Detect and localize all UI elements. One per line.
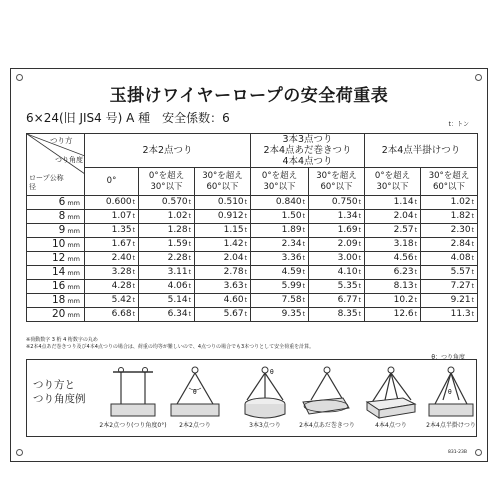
table-row: [27, 196, 478, 210]
load-unit: t: [471, 213, 474, 220]
diameter-unit: mm: [67, 311, 80, 319]
rope-diameter-cell: [27, 238, 85, 252]
rope-diameter-value: 16: [51, 280, 66, 292]
safe-load-cell: [421, 210, 478, 224]
safe-load-value: 0.510: [217, 197, 244, 207]
safe-load-cell: [85, 266, 139, 280]
safe-load-value: 1.15: [223, 225, 244, 235]
safe-load-value: 5.14: [167, 295, 188, 305]
diameter-unit: mm: [67, 241, 80, 249]
load-unit: t: [414, 297, 417, 304]
subheader-line1: 30°を超え: [428, 170, 470, 181]
safe-load-cell: [251, 210, 309, 224]
load-unit: t: [132, 199, 135, 206]
load-unit: t: [302, 283, 305, 290]
rope-diameter-value: 18: [51, 294, 66, 306]
safe-load-cell: [365, 196, 421, 210]
load-unit: t: [358, 283, 361, 290]
load-unit: t: [471, 283, 474, 290]
safe-load-cell: [365, 224, 421, 238]
subheader-line1: 0°を超え: [374, 170, 411, 181]
load-unit: t: [471, 227, 474, 234]
safe-load-cell: [139, 280, 195, 294]
safe-load-value: 5.99: [281, 281, 302, 291]
safe-load-cell: [195, 224, 251, 238]
safe-load-value: 1.50: [281, 211, 302, 221]
load-unit: t: [302, 213, 305, 220]
diameter-unit: mm: [67, 297, 80, 305]
product-code: 831-23B: [447, 450, 467, 455]
diagram-label-4: 2本4点あだ巻きつり: [299, 422, 355, 429]
diagram-title: [33, 378, 86, 406]
load-unit: t: [132, 283, 135, 290]
safe-load-cell: [195, 280, 251, 294]
table-row: [27, 238, 478, 252]
safe-load-value: 6.23: [393, 267, 414, 277]
mount-hole-bottom-right: [475, 449, 482, 456]
safe-load-value: 5.67: [223, 309, 244, 319]
safe-load-cell: [421, 196, 478, 210]
safe-load-table: [26, 133, 478, 322]
note-2: ※2本4点あだ巻きつり及び4本4点つりの場合は、荷重の均等が難しいので、4点つりの場合でも3本つりとして安全荷重を計算。: [26, 344, 315, 350]
load-unit: t: [302, 241, 305, 248]
load-unit: t: [414, 283, 417, 290]
diagram-2pt-icon: [167, 364, 223, 420]
safe-load-value: 1.07: [111, 211, 132, 221]
load-unit: t: [188, 255, 191, 262]
safe-load-cell: [251, 266, 309, 280]
safe-load-cell: [365, 210, 421, 224]
diameter-unit: mm: [67, 269, 80, 277]
safe-load-value: 4.59: [281, 267, 302, 277]
rope-diameter-cell: [27, 308, 85, 322]
safe-load-cell: [309, 308, 365, 322]
load-unit: t: [302, 227, 305, 234]
load-unit: t: [244, 297, 247, 304]
load-unit: t: [358, 199, 361, 206]
table-row: [27, 266, 478, 280]
safe-load-cell: [309, 224, 365, 238]
diagram-label-2: 2本2点つり: [179, 422, 211, 429]
safe-load-cell: [195, 210, 251, 224]
safe-load-cell: [365, 238, 421, 252]
safe-load-value: 12.6: [393, 309, 414, 319]
safe-load-value: 6.68: [111, 309, 132, 319]
load-unit: t: [188, 297, 191, 304]
safe-load-value: 0.912: [217, 211, 244, 221]
header-4half: 2本4点半掛けつり: [365, 134, 478, 168]
safe-load-cell: [139, 308, 195, 322]
load-unit: t: [244, 269, 247, 276]
safe-load-cell: [195, 308, 251, 322]
table-row: [27, 210, 478, 224]
diameter-unit: mm: [67, 283, 80, 291]
safe-load-value: 4.28: [111, 281, 132, 291]
safe-load-cell: [251, 308, 309, 322]
load-unit: t: [132, 255, 135, 262]
rope-diameter-value: 6: [58, 196, 66, 208]
safe-load-value: 6.34: [167, 309, 188, 319]
safe-load-value: 2.84: [450, 239, 471, 249]
safe-load-value: 1.35: [111, 225, 132, 235]
safe-load-value: 1.67: [111, 239, 132, 249]
safe-load-value: 8.13: [393, 281, 414, 291]
safe-load-cell: [421, 308, 478, 322]
safe-load-value: 2.57: [393, 225, 414, 235]
safe-load-cell: [195, 294, 251, 308]
header-2pt: 2本2点つり: [85, 134, 251, 168]
table-row: [27, 280, 478, 294]
safe-load-cell: [195, 238, 251, 252]
diagram-title-line1: つり方と: [33, 379, 75, 391]
subheader-line2: 60°以下: [432, 181, 466, 192]
diameter-unit: mm: [67, 227, 80, 235]
safe-load-value: 1.28: [167, 225, 188, 235]
subheader-line2: 60°以下: [320, 181, 353, 192]
load-unit: t: [132, 269, 135, 276]
load-unit: t: [471, 255, 474, 262]
diagram-2pt4-choke-icon: [299, 364, 355, 420]
rope-diameter-cell: [27, 252, 85, 266]
diagram-label-5: 4本4点つり: [375, 422, 407, 429]
rope-spec: 6×24(旧 JIS4 号) A 種 安全係数：6: [26, 111, 230, 125]
safe-load-cell: [365, 266, 421, 280]
diagram-4pt-half-icon: [425, 364, 477, 420]
safe-load-value: 1.69: [337, 225, 358, 235]
load-unit: t: [414, 199, 417, 206]
safe-load-value: 7.27: [450, 281, 471, 291]
safe-load-cell: [195, 252, 251, 266]
header-rope-diameter: ロープ公称径: [29, 174, 64, 191]
header-3pt: [251, 134, 365, 168]
load-unit: t: [471, 297, 474, 304]
subheader-30: [139, 168, 195, 196]
safe-load-value: 4.60: [223, 295, 244, 305]
subheader-line1: 30°を超え: [316, 170, 357, 181]
safe-load-cell: [85, 210, 139, 224]
load-unit: t: [414, 269, 417, 276]
safe-load-cell: [421, 266, 478, 280]
safe-load-cell: [139, 294, 195, 308]
safe-load-cell: [251, 196, 309, 210]
subheader-line2: 60°以下: [206, 181, 239, 192]
safe-load-cell: [421, 238, 478, 252]
sign-title: 玉掛けワイヤーロープの安全荷重表: [109, 86, 389, 106]
safe-load-cell: [365, 280, 421, 294]
safe-load-value: 3.36: [281, 253, 302, 263]
subheader-line1: 30°を超え: [202, 170, 243, 181]
load-unit: t: [358, 227, 361, 234]
subheader-60: [421, 168, 478, 196]
load-unit: t: [471, 269, 474, 276]
subheader-line2: 30°以下: [150, 181, 183, 192]
diagram-title-line2: つり角度例: [33, 393, 86, 405]
load-unit: t: [188, 269, 191, 276]
safe-load-value: 3.63: [223, 281, 244, 291]
rope-diameter-cell: [27, 224, 85, 238]
safe-load-value: 6.77: [337, 295, 358, 305]
safe-load-value: 0.600: [105, 197, 132, 207]
safe-load-cell: [421, 224, 478, 238]
safe-load-value: 2.09: [337, 239, 358, 249]
load-unit: t: [244, 199, 247, 206]
load-unit: t: [244, 213, 247, 220]
load-unit: t: [302, 297, 305, 304]
load-unit: t: [302, 255, 305, 262]
safe-load-value: 5.57: [450, 267, 471, 277]
unit-note: t：トン: [448, 121, 469, 128]
safe-load-cell: [85, 252, 139, 266]
safe-load-cell: [309, 266, 365, 280]
safe-load-cell: [139, 238, 195, 252]
safe-load-value: 1.42: [223, 239, 244, 249]
safe-load-cell: [139, 196, 195, 210]
subheader-60: [309, 168, 365, 196]
table-row: [27, 252, 478, 266]
safe-load-value: 7.58: [281, 295, 302, 305]
load-unit: t: [188, 311, 191, 318]
diagram-4pt-icon: [363, 364, 419, 420]
subheader-60: [195, 168, 251, 196]
load-unit: t: [244, 227, 247, 234]
diagram-label-1: 2本2点つり(つり角度0°): [99, 422, 167, 429]
table-row: [27, 308, 478, 322]
safe-load-value: 1.59: [167, 239, 188, 249]
subheader-line2: 30°以下: [376, 181, 409, 192]
safe-load-cell: [309, 294, 365, 308]
load-unit: t: [414, 241, 417, 248]
diagram-label-6: 2本4点半掛けつり: [426, 422, 476, 429]
subheader-0deg: 0°: [85, 168, 139, 196]
load-unit: t: [132, 213, 135, 220]
safe-load-cell: [309, 196, 365, 210]
safe-load-value: 3.28: [111, 267, 132, 277]
load-unit: t: [188, 213, 191, 220]
rope-diameter-cell: [27, 294, 85, 308]
safe-load-value: 0.750: [331, 197, 358, 207]
load-unit: t: [471, 199, 474, 206]
diameter-unit: mm: [67, 213, 80, 221]
load-unit: t: [358, 297, 361, 304]
load-unit: t: [302, 199, 305, 206]
safe-load-cell: [251, 252, 309, 266]
safe-load-value: 0.840: [275, 197, 302, 207]
load-unit: t: [471, 241, 474, 248]
safe-load-value: 1.02: [450, 197, 471, 207]
load-unit: t: [244, 255, 247, 262]
safe-load-cell: [251, 294, 309, 308]
subheader-line2: 30°以下: [263, 181, 296, 192]
safe-load-cell: [309, 252, 365, 266]
safe-load-value: 2.34: [281, 239, 302, 249]
load-unit: t: [188, 283, 191, 290]
safe-load-value: 11.3: [450, 309, 471, 319]
safe-load-value: 1.34: [337, 211, 358, 221]
safe-load-value: 2.04: [393, 211, 414, 221]
safe-load-cell: [139, 252, 195, 266]
rope-diameter-cell: [27, 280, 85, 294]
safe-load-value: 3.11: [167, 267, 188, 277]
load-unit: t: [132, 241, 135, 248]
mount-hole-top-left: [16, 74, 23, 81]
load-unit: t: [414, 227, 417, 234]
mount-hole-bottom-left: [16, 449, 23, 456]
safe-load-value: 9.35: [281, 309, 302, 319]
load-unit: t: [244, 241, 247, 248]
subheader-30: [251, 168, 309, 196]
load-unit: t: [471, 311, 474, 318]
safe-load-cell: [365, 252, 421, 266]
load-unit: t: [414, 255, 417, 262]
safe-load-value: 4.10: [337, 267, 358, 277]
load-unit: t: [244, 311, 247, 318]
safe-load-value: 4.08: [450, 253, 471, 263]
safe-load-cell: [85, 238, 139, 252]
rope-diameter-value: 9: [58, 224, 66, 236]
safe-load-cell: [85, 294, 139, 308]
load-unit: t: [132, 297, 135, 304]
load-unit: t: [188, 199, 191, 206]
safe-load-cell: [85, 280, 139, 294]
rope-diameter-value: 10: [51, 238, 66, 250]
safe-load-value: 4.06: [167, 281, 188, 291]
safe-load-cell: [85, 308, 139, 322]
safe-load-value: 2.40: [111, 253, 132, 263]
safe-load-cell: [85, 196, 139, 210]
table-row: [27, 224, 478, 238]
safe-load-cell: [309, 238, 365, 252]
rope-diameter-cell: [27, 196, 85, 210]
load-unit: t: [244, 283, 247, 290]
load-unit: t: [414, 311, 417, 318]
safe-load-cell: [251, 280, 309, 294]
table-row: [27, 294, 478, 308]
rope-diameter-value: 12: [51, 252, 66, 264]
safe-load-value: 8.35: [337, 309, 358, 319]
svg-text:θ: θ: [448, 389, 452, 396]
safe-load-cell: [421, 294, 478, 308]
safe-load-cell: [365, 294, 421, 308]
safety-sign-board: [10, 68, 488, 462]
safe-load-value: 5.42: [111, 295, 132, 305]
safe-load-value: 9.21: [450, 295, 471, 305]
header-3pt-line1: 3本3点つり: [282, 134, 333, 145]
safe-load-value: 1.02: [167, 211, 188, 221]
safe-load-cell: [139, 224, 195, 238]
safe-load-value: 3.00: [337, 253, 358, 263]
safe-load-cell: [309, 210, 365, 224]
subheader-line1: 0°を超え: [261, 170, 298, 181]
safe-load-value: 1.82: [450, 211, 471, 221]
load-unit: t: [302, 311, 305, 318]
svg-text:θ: θ: [193, 389, 197, 396]
diameter-unit: mm: [67, 255, 80, 263]
safe-load-value: 10.2: [393, 295, 414, 305]
safe-load-cell: [195, 266, 251, 280]
load-unit: t: [188, 227, 191, 234]
rope-diameter-value: 8: [58, 210, 66, 222]
safe-load-value: 2.78: [223, 267, 244, 277]
table-notes: [26, 337, 466, 351]
safe-load-cell: [251, 238, 309, 252]
rope-diameter-value: 20: [51, 308, 66, 320]
header-3pt-line3: 4本4点つり: [282, 156, 333, 167]
header-3pt-line2: 2本4点あだ巻きつり: [263, 145, 352, 156]
safe-load-value: 2.04: [223, 253, 244, 263]
table-corner-cell: [27, 134, 85, 196]
rope-diameter-cell: [27, 266, 85, 280]
load-unit: t: [302, 269, 305, 276]
safe-load-value: 5.35: [337, 281, 358, 291]
mount-hole-top-right: [475, 74, 482, 81]
rope-diameter-value: 14: [51, 266, 66, 278]
safe-load-value: 2.28: [167, 253, 188, 263]
diagram-2pt-0deg-icon: [105, 364, 161, 420]
safe-load-cell: [309, 280, 365, 294]
load-unit: t: [358, 269, 361, 276]
safe-load-cell: [195, 196, 251, 210]
safe-load-value: 3.18: [393, 239, 414, 249]
load-unit: t: [132, 311, 135, 318]
safe-load-cell: [421, 280, 478, 294]
safe-load-cell: [365, 308, 421, 322]
subheader-line1: 0°を超え: [148, 170, 185, 181]
angle-legend: θ：つり角度: [431, 354, 465, 361]
safe-load-cell: [251, 224, 309, 238]
note-1: ※荷動数字 3 桁 4 桁数字の丸め: [26, 337, 98, 343]
diagram-3pt-icon: [237, 364, 293, 420]
safe-load-value: 4.56: [393, 253, 414, 263]
safe-load-cell: [139, 210, 195, 224]
safe-load-cell: [139, 266, 195, 280]
header-hang-method: つり方: [50, 136, 73, 145]
load-unit: t: [132, 227, 135, 234]
hanging-diagrams-panel: [26, 359, 477, 437]
safe-load-value: 1.14: [393, 197, 414, 207]
safe-load-cell: [85, 224, 139, 238]
diameter-unit: mm: [67, 199, 80, 207]
safe-load-value: 2.30: [450, 225, 471, 235]
rope-diameter-cell: [27, 210, 85, 224]
load-unit: t: [188, 241, 191, 248]
load-unit: t: [358, 311, 361, 318]
svg-text:θ: θ: [270, 369, 274, 376]
load-unit: t: [358, 213, 361, 220]
safe-load-value: 0.570: [161, 197, 188, 207]
header-hang-angle: つり角度: [55, 156, 83, 164]
diagram-label-3: 3本3点つり: [249, 422, 281, 429]
load-unit: t: [414, 213, 417, 220]
subheader-30: [365, 168, 421, 196]
safe-load-value: 1.89: [281, 225, 302, 235]
load-unit: t: [358, 255, 361, 262]
safe-load-cell: [421, 252, 478, 266]
load-unit: t: [358, 241, 361, 248]
